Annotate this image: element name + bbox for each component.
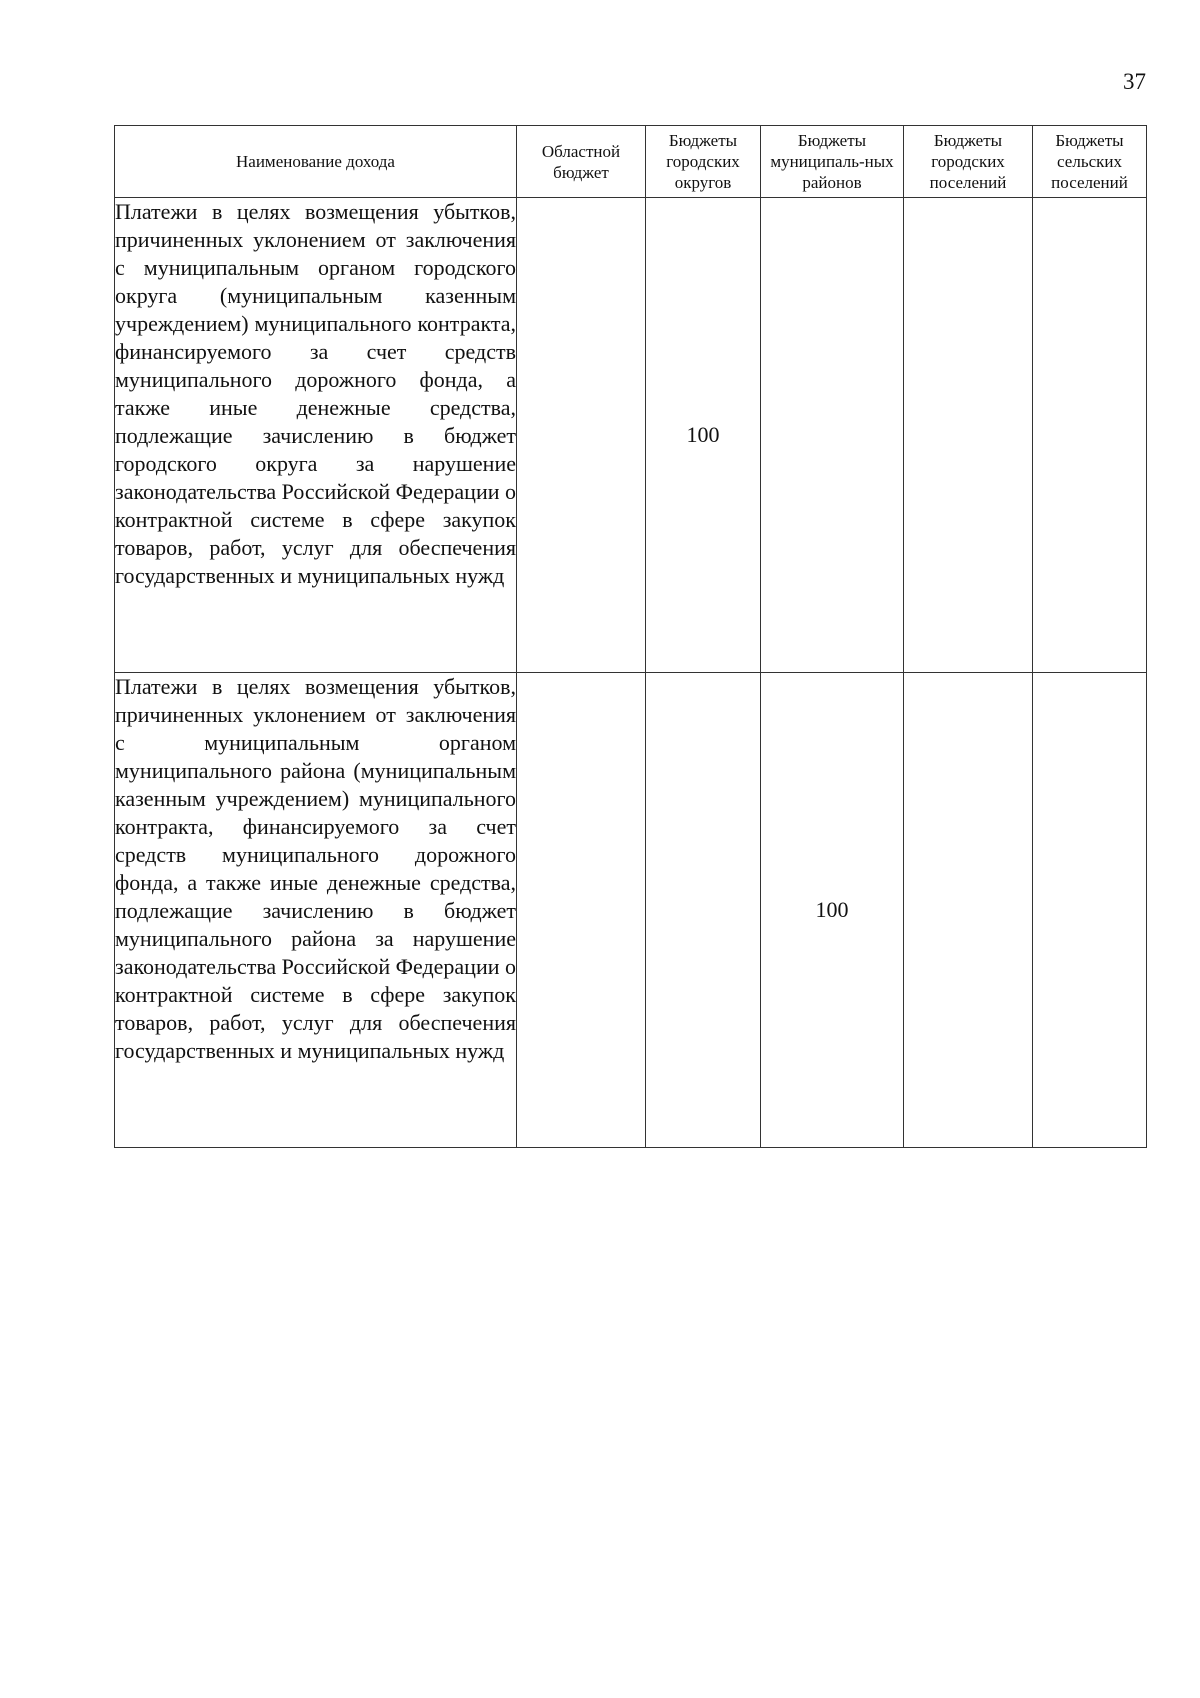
header-city-district-budgets: Бюджеты городских округов [646, 126, 761, 198]
rural-settlement-budget-value [1033, 198, 1147, 673]
header-rural-settlement-budgets: Бюджеты сельских поселений [1033, 126, 1147, 198]
header-municipal-district-budgets: Бюджеты муниципаль-ных районов [761, 126, 904, 198]
income-distribution-table [114, 125, 1147, 1148]
city-district-budget-value: 100 [646, 198, 761, 673]
rural-settlement-budget-value [1033, 673, 1147, 1148]
income-name-cell: Платежи в целях возмещения убытков, причиненных уклонением от заключения с муниципальным органом городского округа (муниципальным казенным учреждением) муниципального контракта, финансируемого за счет средств муниципального дорожного фонда, а также иные денежные средства, подлежащие зачислению в бюджет городского округа за нарушение законодательства Российской Федерации о контрактной системе в сфере закупок товаров, работ, услуг для обеспечения государственных и муниципальных нужд [115, 198, 517, 673]
city-district-budget-value [646, 673, 761, 1148]
regional-budget-value [517, 198, 646, 673]
income-name-cell: Платежи в целях возмещения убытков, причиненных уклонением от заключения с муниципальным органом муниципального района (муниципальным казенным учреждением) муниципального контракта, финансируемого за счет средств муниципального дорожного фонда, а также иные денежные средства, подлежащие зачислению в бюджет муниципального района за нарушение законодательства Российской Федерации о контрактной системе в сфере закупок товаров, работ, услуг для обеспечения государственных и муниципальных нужд [115, 673, 517, 1148]
header-regional-budget: Областной бюджет [517, 126, 646, 198]
page-number: 37 [1123, 69, 1146, 94]
header-urban-settlement-budgets: Бюджеты городских поселений [904, 126, 1033, 198]
header-income-name: Наименование дохода [115, 126, 517, 198]
table-header-row [115, 126, 1147, 198]
table-row [115, 198, 1147, 673]
table-row [115, 673, 1147, 1148]
urban-settlement-budget-value [904, 198, 1033, 673]
municipal-district-budget-value: 100 [761, 673, 904, 1148]
urban-settlement-budget-value [904, 673, 1033, 1148]
municipal-district-budget-value [761, 198, 904, 673]
regional-budget-value [517, 673, 646, 1148]
